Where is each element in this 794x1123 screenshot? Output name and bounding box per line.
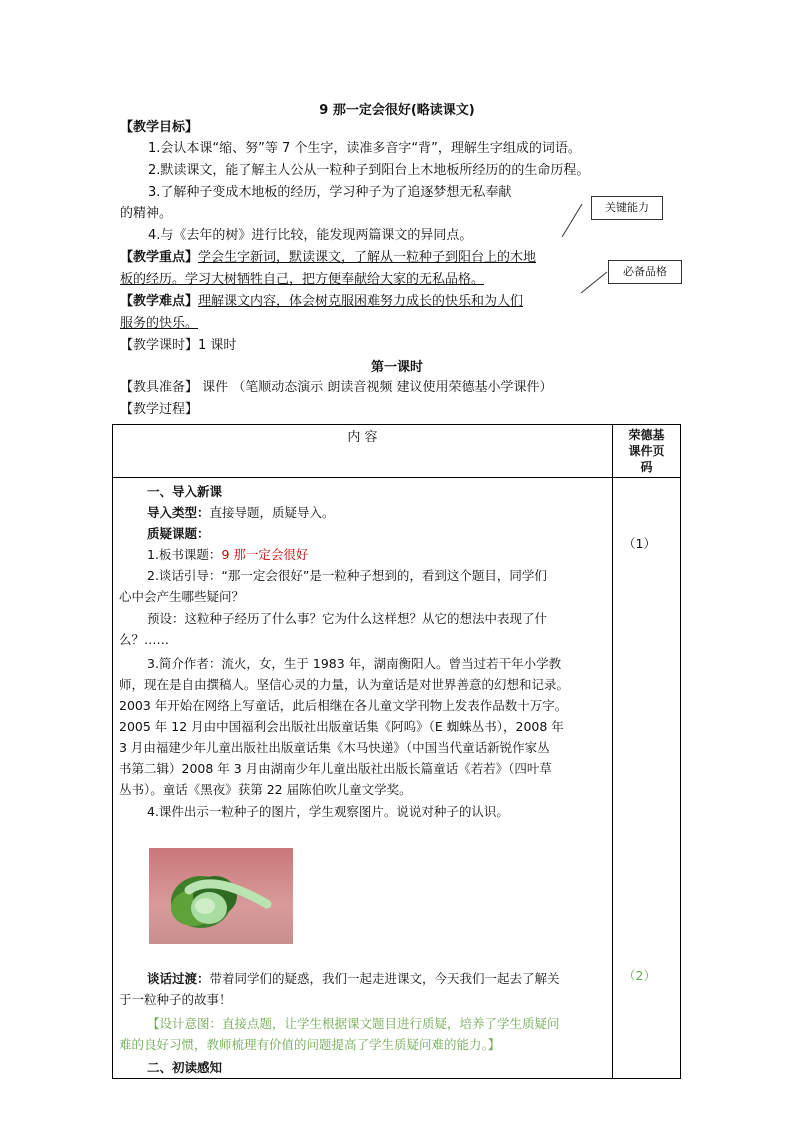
- header-side-line-1: 荣德基: [628, 428, 665, 442]
- item-1-prefix: 1.板书课题：: [147, 547, 222, 562]
- doc-title: 9 那一定会很好(略读课文): [319, 103, 475, 118]
- lesson-title: 第一课时: [370, 360, 423, 375]
- item-4: 4.课件出示一粒种子的图片，学生观察图片。说说对种子的认识。: [147, 804, 509, 819]
- teaching-aids: [120, 378, 553, 398]
- header-content-label: 内 容: [347, 430, 378, 445]
- header-side-line-2: 课件页: [628, 444, 665, 458]
- import-text: 直接导题，质疑导入。: [209, 505, 335, 520]
- author-line-1: 3.简介作者：流火，女，生于 1983 年，湖南衡阳人。曾当过若干年小学教: [147, 656, 562, 671]
- goal-2: 2.默读课文，能了解主人公从一粒种子到阳台上木地板所经历的的生命历程。: [148, 163, 590, 178]
- side-cell: [613, 478, 681, 1079]
- section-1-title: 一、导入新课: [147, 484, 223, 499]
- teaching-aids-text: 【教具准备】 课件 （笔顺动态演示 朗读音视频 建议使用荣德基小学课件）: [120, 380, 553, 395]
- author-line-6: 书第二辑）2008 年 3 月由湖南少年儿童出版社出版长篇童话《若若》（四叶草: [119, 761, 552, 776]
- goal-3: 3.了解种子变成木地板的经历，学习种子为了追逐梦想无私奉献: [148, 185, 512, 200]
- question-label: 质疑课题：: [147, 526, 210, 541]
- goal-4: 4.与《去年的树》进行比较，能发现两篇课文的异同点。: [148, 228, 473, 243]
- seed-sprout-icon: [149, 848, 293, 944]
- author-line-3: 2003 年开始在网络上写童话，此后相继在各儿童文学刊物上发表作品数十万字。: [119, 698, 568, 713]
- item-1-title: 9 那一定会很好: [221, 547, 309, 562]
- transition-label: 谈话过渡：: [147, 971, 210, 986]
- callout-connectors: [0, 0, 794, 340]
- content-cell: [113, 478, 613, 1079]
- author-line-2: 师，现在是自由撰稿人。坚信心灵的力量，认为童话是对世界善意的幻想和记录。: [119, 677, 570, 692]
- transition: [147, 969, 560, 989]
- seed-photo: [149, 848, 293, 944]
- callout-character: 必备品格: [608, 260, 682, 284]
- design-intent-a: 【设计意图：直接点题，让学生根据课文题目进行质疑，培养了学生质疑问: [147, 1016, 560, 1031]
- diff-text-2: 服务的快乐。: [120, 316, 199, 331]
- goals-heading: 【教学目标】: [120, 120, 199, 135]
- diff-label: 【教学难点】: [120, 294, 199, 309]
- callout-key-ability: 关键能力: [591, 196, 663, 220]
- import-type: [147, 503, 335, 523]
- side-mark-1: （1）: [623, 536, 656, 551]
- preset-a: 预设：这粒种子经历了什么事？它为什么这样想？从它的想法中表现了什: [147, 611, 548, 626]
- diff-text-1: 理解课文内容，体会树克服困难努力成长的快乐和为人们: [198, 294, 524, 309]
- design-intent-b: 难的良好习惯，教师梳理有价值的问题提高了学生质疑问难的能力。】: [119, 1037, 501, 1052]
- goal-3-cont: 的精神。: [120, 206, 173, 221]
- process-heading: 【教学过程】: [120, 402, 199, 417]
- process-table: [112, 424, 681, 1079]
- import-label: 导入类型：: [147, 505, 210, 520]
- item-2-b: 心中会产生哪些疑问？: [119, 589, 245, 604]
- transition-text-b: 于一粒种子的故事！: [119, 992, 232, 1007]
- author-line-5: 3 月由福建少年儿童出版社出版童话集《木马快递》（中国当代童话新锐作家丛: [119, 740, 550, 755]
- key-text-2: 板的经历。学习大树牺牲自己，把方便奉献给大家的无私品格。: [120, 272, 485, 287]
- transition-text-a: 带着同学们的疑惑，我们一起走进课文，今天我们一起去了解关: [209, 971, 560, 986]
- header-side-line-3: 码: [640, 460, 653, 474]
- author-line-7: 丛书）。童话《黑夜》获第 22 届陈伯吹儿童文学奖。: [119, 782, 412, 797]
- header-content: [113, 425, 613, 478]
- header-side: [613, 425, 681, 478]
- item-1: [147, 545, 308, 565]
- class-hours: 【教学课时】1 课时: [120, 338, 237, 353]
- author-line-4: 2005 年 12 月由中国福利会出版社出版童话集《阿呜》（E 蜘蛛丛书），2008 年: [119, 719, 564, 734]
- item-2-a: 2.谈话引导：“那一定会很好”是一粒种子想到的，看到这个题目，同学们: [147, 568, 547, 583]
- side-mark-2: （2）: [623, 968, 656, 983]
- preset-b: 么？……: [119, 632, 170, 647]
- section-2-title: 二、初读感知: [147, 1060, 223, 1075]
- goal-1: 1.会认本课“缩、努”等 7 个生字，读准多音字“背”，理解生字组成的词语。: [148, 141, 581, 156]
- key-label: 【教学重点】: [120, 250, 199, 265]
- key-text-1: 学会生字新词，默读课文，了解从一粒种子到阳台上的木地: [198, 250, 537, 265]
